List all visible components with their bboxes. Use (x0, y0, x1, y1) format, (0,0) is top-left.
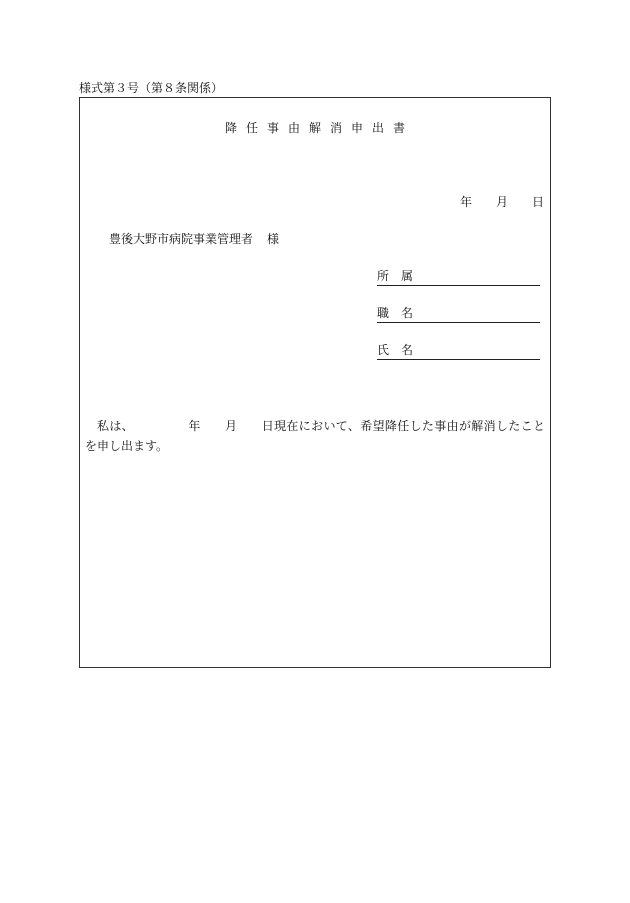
statement-year-label: 年 (188, 419, 201, 433)
statement-suffix: 日現在において、希望降任した事由が解消したことを申し出ます。 (85, 419, 545, 453)
form-number: 様式第３号（第８条関係） (79, 81, 224, 95)
addressee-honorific: 様 (267, 232, 280, 246)
field-job-title[interactable] (377, 305, 540, 323)
addressee (109, 231, 279, 247)
field-name-label: 氏名 (377, 343, 426, 357)
statement-month-label: 月 (224, 419, 238, 433)
addressee-name: 豊後大野市病院事業管理者 (109, 232, 254, 246)
statement-text (85, 416, 545, 456)
form-title: 降任事由解消申出書 (224, 121, 414, 135)
field-job-title-label: 職名 (377, 306, 426, 320)
date-year-label: 年 (460, 195, 473, 209)
field-affiliation[interactable] (377, 268, 540, 286)
date-month-label: 月 (495, 195, 508, 209)
statement-prefix: 私は、 (97, 419, 135, 433)
submission-date (460, 194, 544, 210)
field-affiliation-label: 所属 (377, 269, 426, 283)
date-day-label: 日 (531, 195, 544, 209)
form-frame (79, 97, 551, 668)
field-name[interactable] (377, 342, 540, 360)
